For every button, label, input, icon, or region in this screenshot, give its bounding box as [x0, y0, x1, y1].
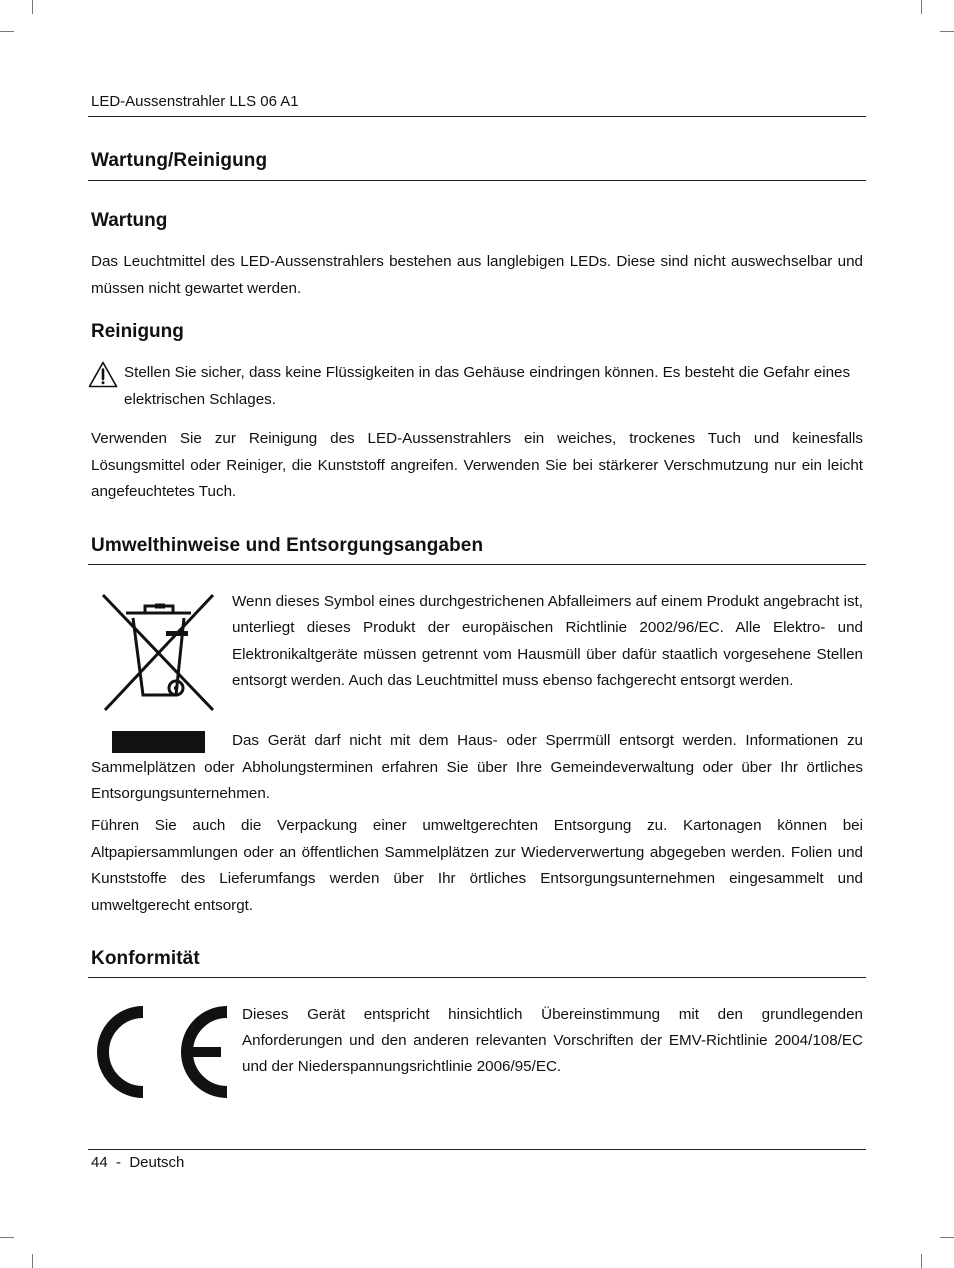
section-rule: [88, 977, 866, 978]
running-header: LED-Aussenstrahler LLS 06 A1: [91, 93, 299, 110]
crop-mark: [921, 0, 922, 14]
footer-rule: [88, 1149, 866, 1150]
disposal-text: [91, 728, 863, 808]
warning-text: Stellen Sie sicher, dass keine Flüssigkeiten in das Gehäuse eindringen können. Es besteht die Gefahr eines elektrischen Schlages.: [124, 364, 851, 408]
subheading-reinigung: Reinigung: [91, 321, 184, 342]
ce-mark-icon: [90, 1002, 230, 1102]
crop-mark: [32, 0, 33, 14]
header-rule: [88, 116, 866, 117]
section-rule: [88, 180, 866, 181]
section-title-conformity: Konformität: [91, 948, 200, 969]
subheading-wartung: Wartung: [91, 210, 168, 231]
crop-mark: [32, 1254, 33, 1268]
crossed-out-wheelie-bin-icon: [100, 592, 216, 714]
crop-mark: [0, 1237, 14, 1238]
section-rule: [88, 564, 866, 565]
section-title-maintenance: Wartung/Reinigung: [91, 150, 268, 171]
packaging-text: Führen Sie auch die Verpackung einer umweltgerechten Entsorgung zu. Kartonagen können bei Altpapiersammlungen oder an öffentlichen Sammelplätzen zur Wiederverwertung abgegeben werden. Folien und Kunststoffe des Lieferumfangs werden über Ihr örtliches Entsorgungsunternehmen eingesammelt und umweltgerecht entsorgt.: [91, 817, 863, 914]
crop-mark: [940, 31, 954, 32]
conformity-text: Dieses Gerät entspricht hinsichtlich Übereinstimmung mit den grundlegenden Anforderungen und den anderen relevanten Vorschriften der EMV-Richtlinie 2004/108/EC und der Niederspannungsrichtlinie 2006/95/EC.: [242, 1006, 863, 1075]
crop-mark: [940, 1237, 954, 1238]
crop-mark: [0, 31, 14, 32]
section-title-environment: Umwelthinweise und Entsorgungsangaben: [91, 535, 484, 556]
wartung-text: Das Leuchtmittel des LED-Aussenstrahlers bestehen aus langlebigen LEDs. Diese sind nicht auswechselbar und müssen nicht gewartet werden.: [91, 253, 863, 297]
warning-triangle-icon: [88, 361, 118, 388]
weee-symbol-text: Wenn dieses Symbol eines durchgestrichenen Abfalleimers auf einem Produkt angebracht ist, unterliegt dieses Produkt der europäischen Richtlinie 2002/96/EC. Alle Elektro- und Elektronikaltgeräte müssen getrennt vom Hausmüll über dafür staatlich vorgesehene Stellen entsorgt werden. Auch das Leuchtmittel muss ebenso fachgerecht entsorgt werden.: [232, 593, 863, 689]
reinigung-text: Verwenden Sie zur Reinigung des LED-Aussenstrahlers ein weiches, trockenes Tuch und keinesfalls Lösungsmittel oder Reiniger, die Kunststoff angreifen. Verwenden Sie bei stärkerer Verschmutzung nur ein leicht angefeuchtetes Tuch.: [91, 430, 863, 500]
crop-mark: [921, 1254, 922, 1268]
page-footer: 44 - Deutsch: [91, 1154, 185, 1171]
disposal-text-content: Das Gerät darf nicht mit dem Haus- oder Sperrmüll entsorgt werden. Informationen zu Sammelplätzen oder Abholungsterminen erfahren Sie über Ihre Gemeindeverwaltung oder über Ihr örtliches Entsorgungsunternehmen.: [91, 732, 863, 802]
